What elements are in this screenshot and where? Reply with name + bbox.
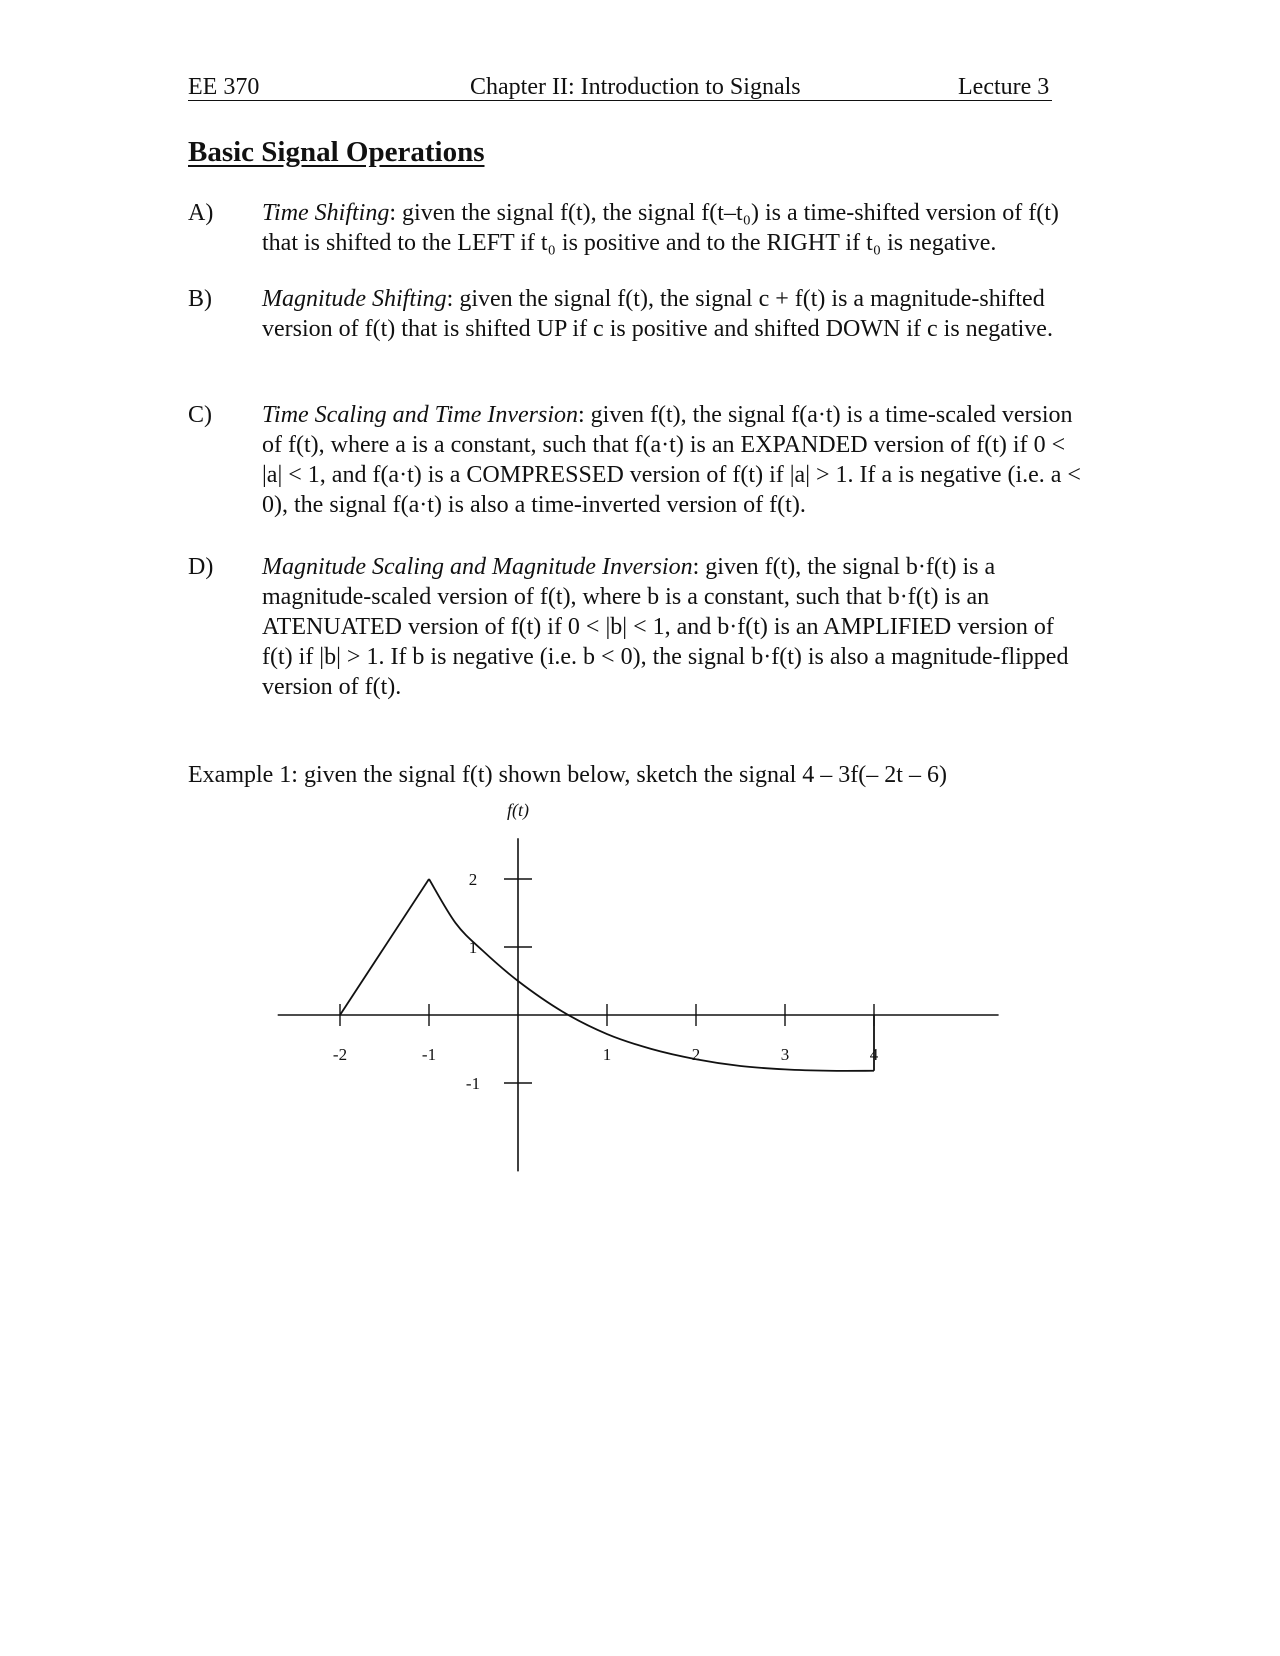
x-tick-label: 3 [780, 1045, 790, 1064]
operation-name: Magnitude Scaling and Magnitude Inversion [262, 554, 693, 580]
x-tick-label: -2 [332, 1045, 348, 1064]
operation-description: : given f(t), the signal b·f(t) is a magnitude-scaled version of f(t), where b is a constant, such that b·f(t) is an ATENUATED version of f(t) if 0 < |b| < 1, and b·f(t) is an AMPLIFIED version of f(t) if |b| > 1. If b is negative (i.e. b < 0), the signal b·f(t) is also a magnitude-flipped version of f(t). [262, 554, 1069, 700]
lecture-number: Lecture 3 [958, 74, 1050, 100]
operation-name: Time Shifting [262, 200, 390, 226]
y-tick-label: -1 [465, 1074, 481, 1093]
section-title: Basic Signal Operations [188, 136, 485, 168]
x-tick-label: 1 [602, 1045, 612, 1064]
operation-label: C) [188, 402, 212, 428]
operation-description: : given f(t), the signal f(a·t) is a time-scaled version of f(t), where a is a constant, such that f(a·t) is an EXPANDED version of f(t) if 0 < |a| < 1, and f(a·t) is a COMPRESSED version of f(t) if |a| > 1. If a is negative (i.e. a < 0), the signal f(a·t) is also a time-inverted version of f(t). [262, 402, 1081, 518]
operation-label: B) [188, 286, 212, 312]
operation-label: D) [188, 554, 214, 580]
x-tick-label: 2 [691, 1045, 701, 1064]
chapter-title: Chapter II: Introduction to Signals [470, 74, 801, 100]
operation-description: : given the signal f(t), the signal c + f(t) is a magnitude-shifted version of f(t) that is shifted UP if c is positive and shifted DOWN if c is negative. [262, 286, 1053, 342]
series-ramp [340, 879, 429, 1015]
x-tick-label: 4 [869, 1045, 879, 1064]
x-tick-label: -1 [421, 1045, 437, 1064]
operation-label: A) [188, 200, 214, 226]
example-prompt: Example 1: given the signal f(t) shown below, sketch the signal 4 – 3f(– 2t – 6) [188, 762, 947, 788]
y-axis-label: f(t) [507, 800, 529, 821]
operation-description: : given the signal f(t), the signal f(t–t₀) is a time-shifted version of f(t) that is shifted to the LEFT if t₀ is positive and to the RIGHT if t₀ is negative. [262, 200, 1059, 256]
y-tick-label: 1 [468, 938, 478, 957]
y-tick-label: 2 [468, 870, 478, 889]
operation-name: Magnitude Shifting [262, 286, 447, 312]
course-code: EE 370 [188, 74, 260, 100]
series-decay [429, 879, 874, 1071]
operation-name: Time Scaling and Time Inversion [262, 402, 578, 428]
